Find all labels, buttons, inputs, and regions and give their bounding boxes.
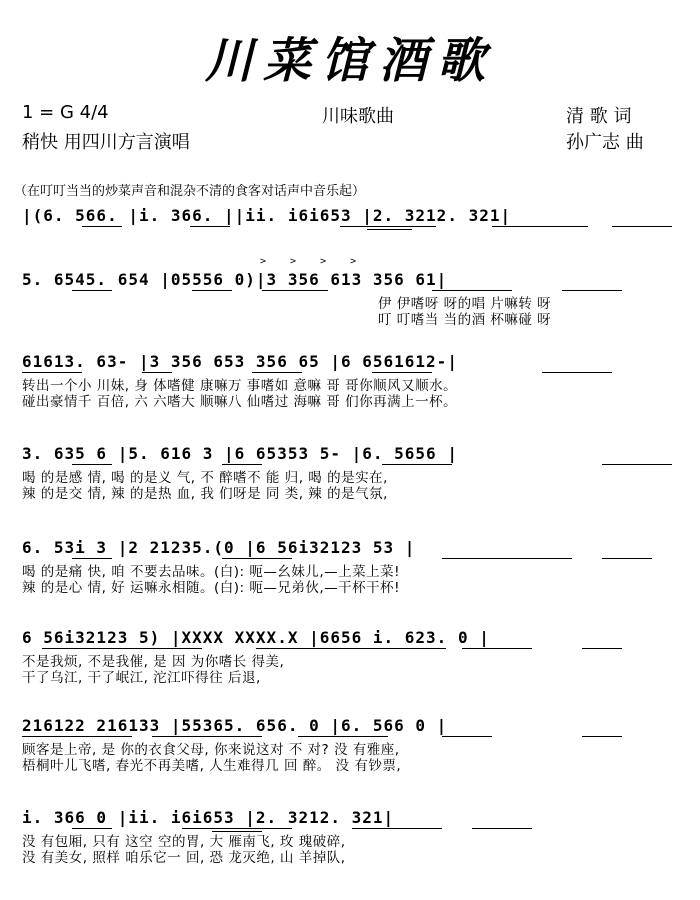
notation-line: 216122 216133 |55365. 656. 0 |6. 566 0 | — [22, 716, 448, 735]
genre-label: 川味歌曲 — [322, 106, 394, 127]
notation-line: |(6. 566. |i. 366. ||ii. i6i653 |2. 3212. 321| — [22, 206, 512, 225]
lyric-verse-2: 叮 叮嗜当 当的酒 杯嘛碰 呀 — [378, 312, 552, 326]
accent-marks: > > > > — [260, 256, 366, 267]
key-time-signature: 1 = G 4/4 — [22, 102, 109, 123]
notation-line: 6 56i32123 5) |XXXX XXXX.X |6656 i. 623. 0 | — [22, 628, 490, 647]
tempo-instruction: 稍快 用四川方言演唱 — [22, 132, 190, 153]
lyric-verse-2: 没 有美女, 照样 咱乐它一 回, 恐 龙灭绝, 山 羊掉队, — [22, 850, 346, 864]
intro-note: （在叮叮当当的炒菜声音和混杂不清的食客对话声中音乐起） — [14, 184, 366, 199]
notation-line: 61613. 63- |3 356 653 356 65 |6 6561612-| — [22, 352, 458, 371]
lyric-verse-1: 喝 的是感 情, 喝 的是义 气, 不 醉嗜不 能 归, 喝 的是实在, — [22, 470, 388, 484]
notation-line: 5. 6545. 654 |05556 0)|3 356 613 356 61| — [22, 270, 448, 289]
lyric-verse-1: 顾客是上帝, 是 你的衣食父母, 你来说这对 不 对? 没 有雅座, — [22, 742, 400, 756]
lyric-verse-1: 喝 的是痛 快, 咱 不要去品味。(白): 呃—幺妹儿,—上菜上菜! — [22, 564, 401, 578]
notation-line: 6. 53i 3 |2 21235.(0 |6 56i32123 53 | — [22, 538, 416, 557]
lyric-verse-1: 没 有包厢, 只有 这空 空的胃, 大 雁南飞, 玫 瑰破碎, — [22, 834, 346, 848]
song-title: 川菜馆酒歌 — [204, 33, 495, 89]
lyric-verse-2: 辣 的是交 情, 辣 的是热 血, 我 们呀是 同 类, 辣 的是气氛, — [22, 486, 388, 500]
lyric-verse-1: 转出一个小 川妹, 身 体嗜健 康嘛万 事嗜如 意嘛 哥 哥你顺风又顺水。 — [22, 378, 458, 392]
notation-line: 3. 635 6 |5. 616 3 |6 65353 5- |6. 5656 | — [22, 444, 458, 463]
lyricist-credit: 清 歌 词 — [566, 106, 632, 127]
lyric-verse-1: 不是我烦, 不是我催, 是 因 为你嗜长 得美, — [22, 654, 285, 668]
lyric-verse-2: 辣 的是心 情, 好 运嘛永相随。(白): 呃—兄弟伙,—干杯干杯! — [22, 580, 401, 594]
lyric-verse-2: 干了乌江, 干了岷江, 沱江吓得往 后退, — [22, 670, 261, 684]
lyric-verse-1: 伊 伊嗜呀 呀的唱 片嘛转 呀 — [378, 296, 552, 310]
composer-credit: 孙广志 曲 — [566, 132, 644, 153]
lyric-verse-2: 梧桐叶儿飞嗜, 春光不再美嗜, 人生难得几 回 醉。 没 有钞票, — [22, 758, 402, 772]
notation-line: i. 366 0 |ii. i6i653 |2. 3212. 321| — [22, 808, 395, 827]
lyric-verse-2: 碰出豪情千 百倍, 六 六嗜大 顺嘛八 仙嗜过 海嘛 哥 们你再满上一杯。 — [22, 394, 458, 408]
